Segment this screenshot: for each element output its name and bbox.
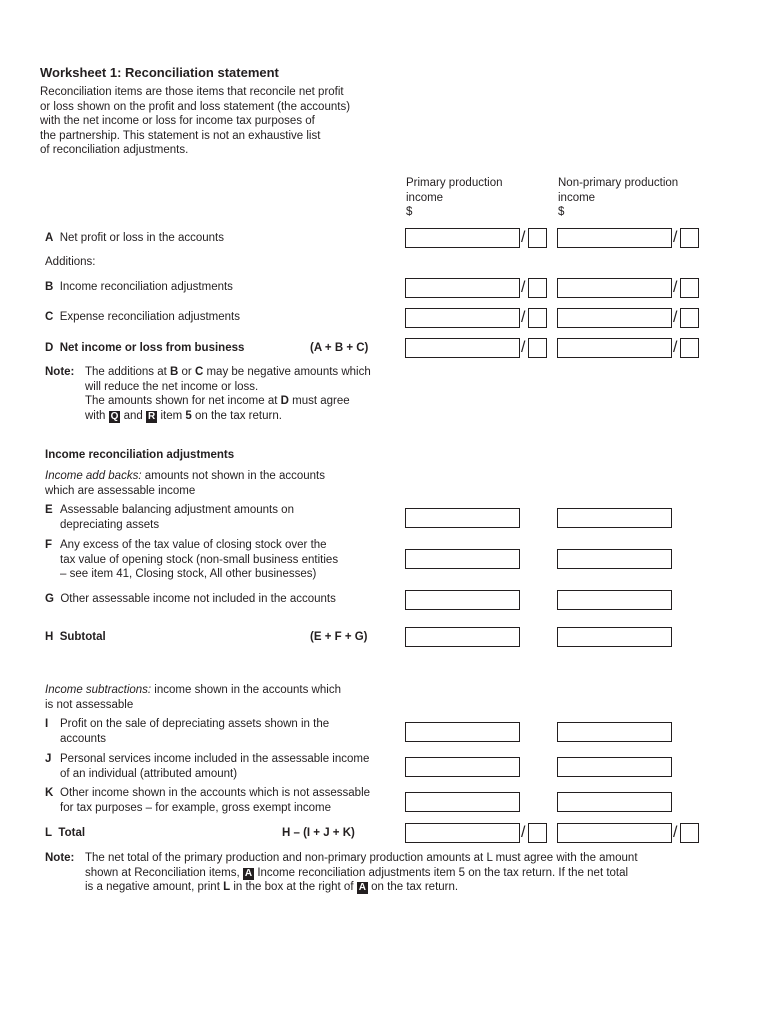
note-label: Note: [45,366,75,378]
note-text: may be negative amounts which [203,366,371,378]
row-b-nonprimary-field[interactable] [557,278,672,298]
row-f-text [60,538,338,582]
row-text: tax value of opening stock (non-small business entities [60,553,339,566]
row-f-primary-field[interactable] [405,549,520,569]
row-text: for tax purposes – for example, gross exempt income [60,801,332,814]
addbacks-text: amounts not shown in the accounts [141,470,326,482]
intro-line: of reconciliation adjustments. [40,144,189,156]
row-j-text [60,752,369,781]
subtractions-intro [45,683,341,712]
row-e-nonprimary-field[interactable] [557,508,672,528]
row-letter: B [45,281,54,293]
code-box-a: A [358,882,366,893]
row-e-primary-field[interactable] [405,508,520,528]
row-letter: A [45,232,54,244]
note-line: will reduce the net income or loss. [85,380,259,393]
row-l-nonprimary-sign-box[interactable] [680,823,699,843]
row-h-label [45,630,106,645]
subtractions-text: is not assessable [45,698,134,711]
row-b-primary-field[interactable] [405,278,520,298]
row-text: Total [58,827,86,839]
slash-separator: / [521,824,526,841]
row-g-label [45,592,336,607]
row-d-primary-sign-box[interactable] [528,338,547,358]
intro-line: Reconciliation items are those items that reconcile net profit [40,86,344,98]
row-k-letter: K [45,787,54,799]
note-ref: C [194,366,204,378]
row-text: Expense reconciliation adjustments [59,311,240,323]
row-b-label [45,280,233,295]
income-recon-heading: Income reconciliation adjustments [45,449,235,461]
row-c-nonprimary-sign-box[interactable] [680,308,699,328]
column-header-line: income [558,191,596,204]
note-text: or [178,366,195,378]
row-letter: L [45,827,53,839]
note-text: with [85,409,109,422]
slash-separator: / [521,339,526,356]
intro-line: or loss shown on the profit and loss statement (the accounts) [40,100,351,113]
row-k-primary-field[interactable] [405,792,520,812]
slash-separator: / [673,309,678,326]
row-text: Any excess of the tax value of closing stock over the [60,539,327,551]
note-text: on the tax return. [191,409,282,422]
row-a-primary-sign-box[interactable] [528,228,547,248]
row-i-text [60,717,329,746]
row-text: Net profit or loss in the accounts [59,232,224,244]
note-text: is a negative amount, print [85,881,224,893]
subtractions-text: income shown in the accounts which [151,684,341,696]
row-text: Other assessable income not included in the accounts [60,593,336,605]
row-c-nonprimary-field[interactable] [557,308,672,328]
note-line [85,365,405,380]
row-text: Income reconciliation adjustments [59,281,233,293]
row-l-primary-sign-box[interactable] [528,823,547,843]
slash-separator: / [673,824,678,841]
note-text: shown at Reconciliation items, [85,866,243,879]
note-text: and [120,409,147,422]
row-g-nonprimary-field[interactable] [557,590,672,610]
note-label: Note: [45,852,75,864]
intro-text [40,85,400,158]
row-a-nonprimary-sign-box[interactable] [680,228,699,248]
row-c-primary-field[interactable] [405,308,520,328]
code-box-r: R [148,410,156,422]
row-l-label [45,826,85,841]
note-text: The additions at [85,366,171,378]
slash-separator: / [673,339,678,356]
row-text: Other income shown in the accounts which is not assessable [60,787,371,799]
slash-separator: / [673,279,678,296]
slash-separator: / [673,229,678,246]
note-ref: 5 [185,409,192,422]
addbacks-text: which are assessable income [45,484,196,497]
row-text: of an individual (attributed amount) [60,767,238,780]
note-1-text [85,365,405,423]
row-letter: C [45,311,54,323]
column-header-line: income [406,191,444,204]
addbacks-italic: Income add backs: [45,470,142,482]
intro-line: with the net income or loss for income tax purposes of [40,115,315,127]
note-text: must agree [288,395,350,407]
row-h-primary-field[interactable] [405,627,520,647]
slash-separator: / [521,229,526,246]
note-text: item [157,409,186,422]
note-ref: D [280,395,289,407]
row-h-nonprimary-field[interactable] [557,627,672,647]
column-header-currency: $ [406,206,413,218]
row-g-primary-field[interactable] [405,590,520,610]
row-h-formula: (E + F + G) [310,631,368,643]
row-k-text [60,786,370,815]
note-line: The net total of the primary production and non-primary production amounts at L must agree with the amount [85,852,638,864]
note-ref: L [223,881,231,893]
row-text: accounts [60,732,107,745]
note-text: on the tax return. [367,881,459,893]
additions-label: Additions: [45,256,96,268]
row-letter: H [45,631,54,643]
note-text: The amounts shown for net income at [85,395,281,407]
row-text: Profit on the sale of depreciating assets shown in the [60,718,330,730]
note-line [85,394,405,409]
row-d-primary-field[interactable] [405,338,520,358]
row-d-nonprimary-field[interactable] [557,338,672,358]
row-d-nonprimary-sign-box[interactable] [680,338,699,358]
row-text: Assessable balancing adjustment amounts on [60,504,294,516]
column-header-line: Primary production [406,177,503,189]
note-ref: B [170,366,179,378]
row-i-letter: I [45,718,49,730]
code-box-q: Q [110,410,119,422]
row-text: – see item 41, Closing stock, All other businesses) [60,568,317,580]
row-a-primary-field[interactable] [405,228,520,248]
row-j-primary-field[interactable] [405,757,520,777]
row-text: depreciating assets [60,518,160,531]
row-j-letter: J [45,753,52,765]
note-text: Income reconciliation adjustments item 5 on the tax return. If the net total [254,866,629,879]
column-header-line: Non-primary production [558,177,679,189]
note-text: in the box at the right of [230,881,357,893]
row-letter: G [45,593,54,605]
code-box-a: A [244,867,253,879]
row-d-label [45,341,244,356]
row-letter: D [45,342,54,354]
row-e-letter: E [45,504,53,516]
subtractions-italic: Income subtractions: [45,684,152,696]
addbacks-intro [45,469,325,498]
row-j-nonprimary-field[interactable] [557,757,672,777]
row-d-formula: (A + B + C) [310,342,369,354]
primary-column-header [406,176,546,220]
row-i-primary-field[interactable] [405,722,520,742]
note-line [85,409,405,424]
row-text: Subtotal [59,631,106,643]
row-text: Personal services income included in the assessable income [60,753,370,765]
row-c-primary-sign-box[interactable] [528,308,547,328]
slash-separator: / [521,279,526,296]
row-l-nonprimary-field[interactable] [557,823,672,843]
row-a-nonprimary-field[interactable] [557,228,672,248]
row-l-formula: H – (I + J + K) [282,827,355,839]
row-e-text [60,503,294,532]
intro-line: the partnership. This statement is not an exhaustive list [40,129,321,142]
row-l-primary-field[interactable] [405,823,520,843]
row-a-label [45,231,224,246]
row-text: Net income or loss from business [59,342,245,354]
page-title: Worksheet 1: Reconciliation statement [40,65,279,80]
row-c-label [45,310,240,325]
row-b-primary-sign-box[interactable] [528,278,547,298]
row-b-nonprimary-sign-box[interactable] [680,278,699,298]
column-header-currency: $ [558,206,565,218]
row-k-nonprimary-field[interactable] [557,792,672,812]
note-line [85,866,725,881]
row-i-nonprimary-field[interactable] [557,722,672,742]
note-line [85,880,725,895]
nonprimary-column-header [558,176,718,220]
note-2-text [85,851,725,895]
slash-separator: / [521,309,526,326]
row-f-nonprimary-field[interactable] [557,549,672,569]
row-f-letter: F [45,539,53,551]
